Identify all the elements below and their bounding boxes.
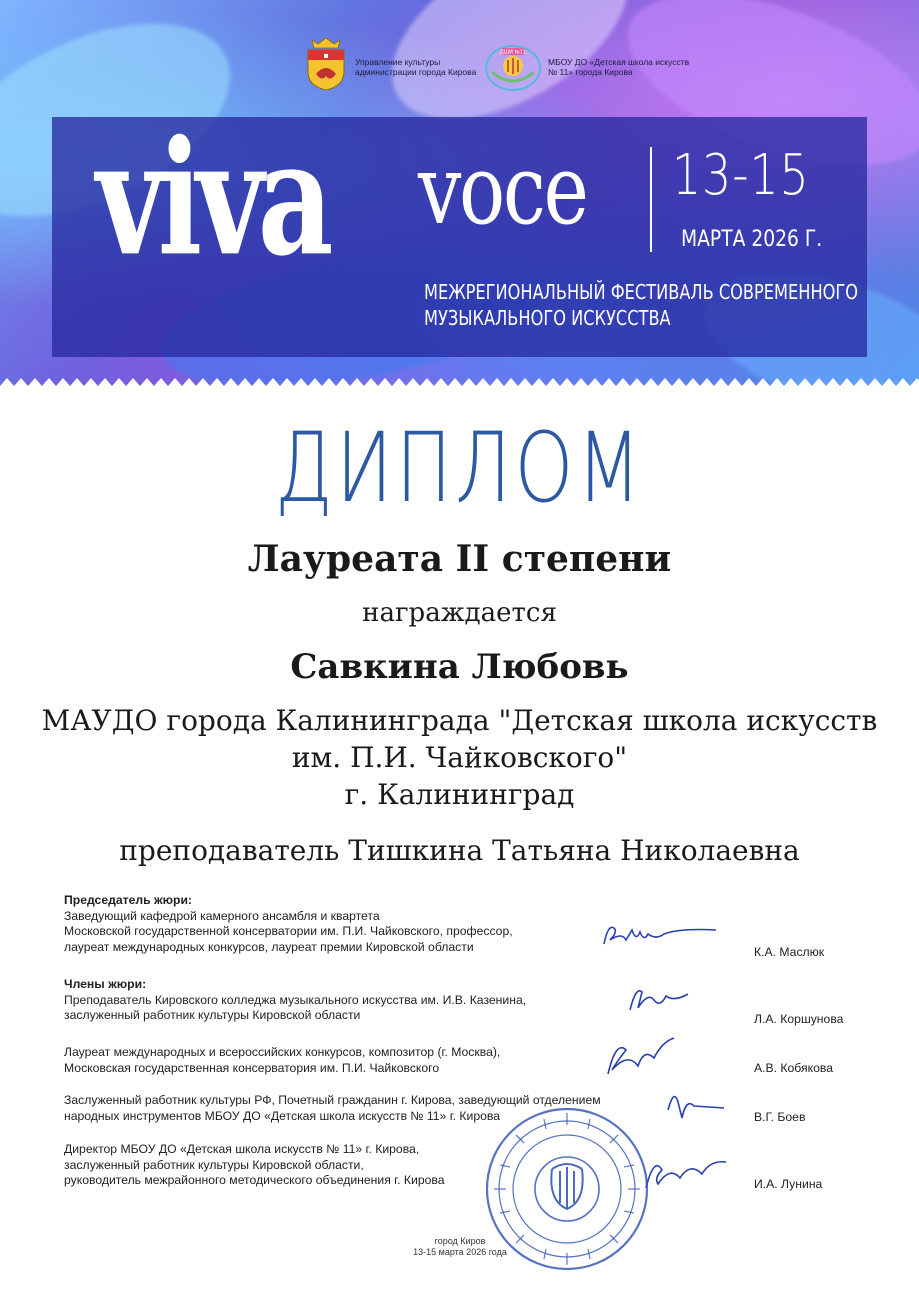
recipient-name: Савкина Любовь	[290, 647, 629, 687]
jury-members-block	[64, 977, 526, 1024]
member-desc-line: Заслуженный работник культуры РФ, Почетный гражданин г. Кирова, заведующий отделением	[64, 1093, 601, 1107]
member-desc-line: Директор МБОУ ДО «Детская школа искусств № 11» г. Кирова,	[64, 1142, 420, 1156]
org2-label: МБОУ ДО «Детская школа искусств № 11» города Кирова	[548, 57, 690, 77]
jury-member-block	[64, 1045, 500, 1076]
kirov-coat-of-arms-icon	[304, 34, 348, 92]
member-desc-line: заслуженный работник культуры Кировской области,	[64, 1157, 364, 1172]
festival-subtitle-line2: МУЗЫКАЛЬНОГО ИСКУССТВА	[424, 306, 671, 330]
member-desc-line: Лауреат международных и всероссийских конкурсов, композитор (г. Москва),	[64, 1045, 501, 1059]
awarded-label: награждается	[362, 598, 557, 628]
member-desc-line: Московская государственная консерватория им. П.И. Чайковского	[64, 1060, 440, 1075]
footer-city: город Киров	[434, 1236, 486, 1246]
member-name: Л.А. Коршунова	[754, 1012, 844, 1026]
festival-month-year: МАРТА 2026 Г.	[681, 227, 823, 252]
chair-desc-line: Московской государственной консерватории им. П.И. Чайковского, профессор,	[64, 924, 513, 938]
member-signature-icon	[598, 1030, 678, 1082]
festival-title-voce: voce	[418, 134, 587, 246]
chair-desc-line: Заведующий кафедрой камерного ансамбля и квартета	[64, 908, 380, 923]
chair-heading: Председатель жюри:	[64, 893, 193, 907]
member-name: А.В. Кобякова	[754, 1061, 833, 1075]
laureate-degree: Лауреата II степени	[247, 538, 672, 580]
member-desc-line: руководитель межрайонного методического объединения г. Кирова	[64, 1173, 445, 1187]
org-line2: им. П.И. Чайковского"	[291, 741, 628, 774]
teacher-line: преподаватель Тишкина Татьяна Николаевна	[119, 834, 800, 867]
title-divider	[650, 147, 652, 252]
chair-name: К.А. Маслюк	[754, 945, 825, 959]
festival-title-viva: viva	[96, 106, 328, 292]
jury-member-block	[64, 1142, 445, 1189]
chair-desc-line: лауреат международных конкурсов, лауреат премии Кировской области	[64, 939, 474, 954]
org-line1: МАУДО города Калининграда "Детская школа искусств	[41, 704, 878, 737]
diploma-title: ДИПЛОМ	[274, 412, 645, 524]
member-name: В.Г. Боев	[754, 1110, 806, 1124]
festival-subtitle	[424, 279, 858, 331]
footer-date: 13-15 марта 2026 года	[413, 1247, 507, 1257]
footer	[380, 1236, 540, 1258]
header-banner	[0, 0, 919, 392]
banner-zigzag-edge	[0, 378, 919, 392]
member-signature-icon	[660, 1082, 730, 1124]
festival-dates: 13-15	[672, 143, 810, 208]
member-signature-icon	[624, 978, 694, 1016]
member-desc-line: Преподаватель Кировского колледжа музыкального искусства им. И.В. Казенина,	[64, 992, 527, 1007]
festival-subtitle-line1: МЕЖРЕГИОНАЛЬНЫЙ ФЕСТИВАЛЬ СОВРЕМЕННОГО	[424, 280, 859, 304]
jury-chair-block	[64, 893, 513, 955]
org-line3: г. Калининград	[344, 778, 575, 811]
logo2-badge-label: ДШИ №11	[499, 49, 527, 56]
chair-signature-icon	[600, 918, 720, 954]
school-emblem-icon	[484, 42, 542, 92]
member-desc-line: народных инструментов МБОУ ДО «Детская школа искусств № 11» г. Кирова	[64, 1108, 501, 1123]
member-signature-icon	[640, 1148, 730, 1200]
member-name: И.А. Лунина	[754, 1177, 823, 1191]
recipient-organization	[0, 702, 919, 813]
member-desc-line: заслуженный работник культуры Кировской области	[64, 1008, 361, 1022]
members-heading: Члены жюри:	[64, 977, 147, 991]
org1-label: Управление культуры администрации города Кирова	[355, 57, 477, 77]
